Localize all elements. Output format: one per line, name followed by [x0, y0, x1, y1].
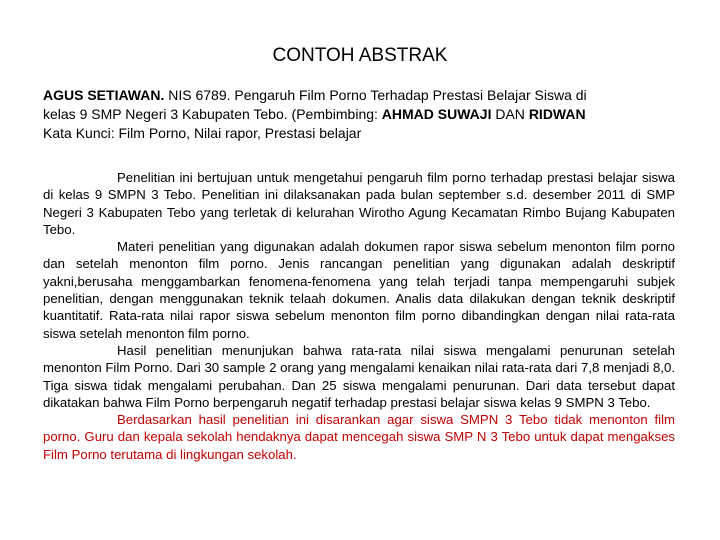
paragraph-suggestion: Berdasarkan hasil penelitian ini disarankan agar siswa SMPN 3 Tebo tidak menonton film porno. Guru dan kepala sekolah hendaknya dapat mencegah siswa SMP N 3 Tebo untuk dapat mengakses Film Porno terutama di lingkungan sekolah. [43, 412, 675, 462]
page-title: CONTOH ABSTRAK [272, 45, 448, 66]
paragraph-results: Hasil penelitian menunjukan bahwa rata-rata nilai siswa mengalami penurunan setelah menonton Film Porno. Dari 30 sample 2 orang yang mengalami kenaikan nilai rata-rata dari 7,8 menjadi 8,0. Tiga siswa tidak mengalami perubahan. Dan 25 siswa mengalami penurunan. Dari data tersebut dapat dikatakan bahwa Film Porno berpengaruh negatif terhadap prestasi belajar siswa kelas 9 SMPN 3 Tebo. [43, 342, 675, 410]
citation-text-2: kelas 9 SMP Negeri 3 Kabupaten Tebo. (Pembimbing: [43, 106, 382, 122]
citation-line-1 [43, 86, 675, 105]
advisor-2: RIDWAN [528, 106, 586, 122]
advisor-1: AHMAD SUWAJI [381, 106, 492, 122]
author-name: AGUS SETIAWAN. [43, 87, 165, 103]
paragraph-purpose: Penelitian ini bertujuan untuk mengetahui pengaruh film porno terhadap prestasi belajar siswa di kelas 9 SMPN 3 Tebo. Penelitian ini dilaksanakan pada bulan september s.d. desember 2011 di SMP Negeri 3 Kabupaten Tebo yang terletak di kelurahan Wirotho Agung Kecamatan Rimbo Bujang Kabupaten Tebo. [43, 170, 675, 237]
paragraph-method: Materi penelitian yang digunakan adalah dokumen rapor siswa sebelum menonton film porno dan setelah menonton film porno. Jenis rancangan penelitian yang digunakan adalah deskriptif yakni,berusaha menggambarkan fenomena-fenomena yang telah terjadi tanpa mempengaruhi subjek penelitian, dengan menggunakan teknik telaah dokumen. Analis data dilakukan dengan teknik deskriptif kuantitatif. Rata-rata nilai rapor siswa sebelum menonton film porno dibandingkan dengan nilai rata-rata siswa setelah menonton film porno. [43, 239, 675, 341]
abstract-body [43, 169, 675, 463]
citation-text-1: NIS 6789. Pengaruh Film Porno Terhadap Prestasi Belajar Siswa di [164, 87, 587, 103]
keywords-line: Kata Kunci: Film Porno, Nilai rapor, Prestasi belajar [43, 125, 362, 141]
advisor-separator: DAN [491, 106, 529, 122]
abstract-header [43, 86, 675, 143]
citation-line-2 [43, 105, 675, 124]
